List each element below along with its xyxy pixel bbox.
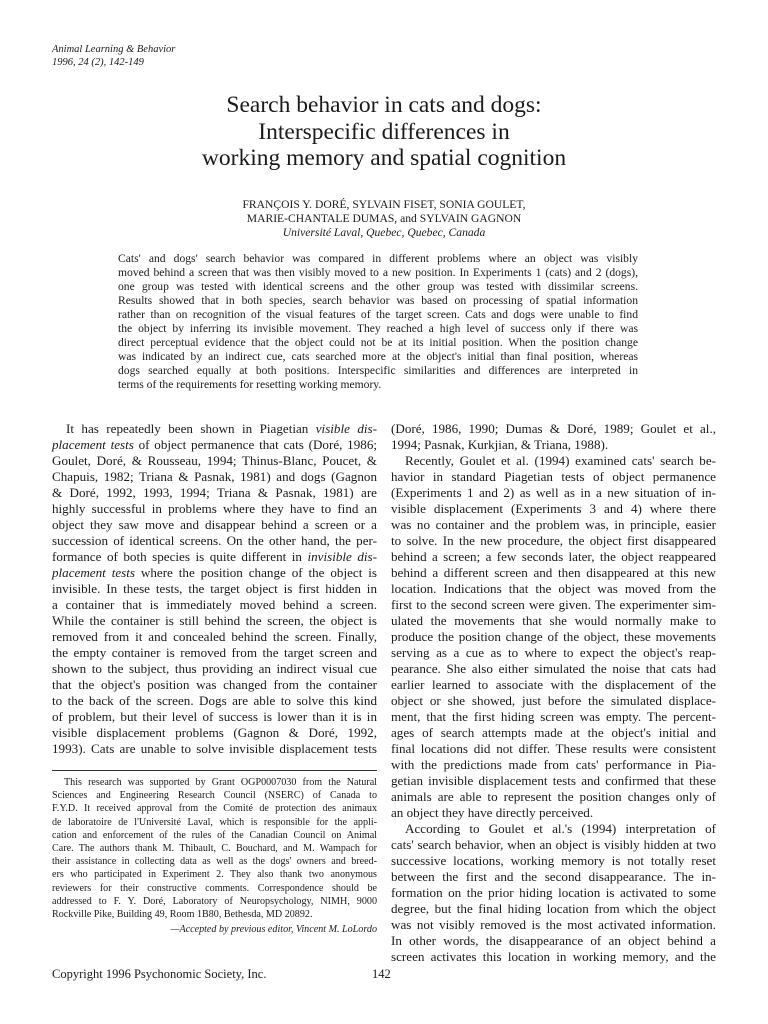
body-line: location. Indications that the object was moved from the — [391, 581, 716, 596]
journal-citation: 1996, 24 (2), 142-149 — [52, 57, 144, 68]
copyright: Copyright 1996 Psychonomic Society, Inc. — [52, 967, 267, 981]
body-line: ulated the movements that she would normally make to — [391, 613, 716, 628]
footnote-line: Sciences and Engineering Research Council (NSERC) of Canada to — [52, 790, 377, 802]
abstract-line: dogs searched equally at both positions. Interspecific similarities and differences are interpreted in — [118, 364, 638, 377]
body-line: havior in standard Piagetian tests of object permanence — [391, 469, 716, 484]
body-line: degree, but the final hiding location from which the object — [391, 901, 716, 916]
author-line: FRANÇOIS Y. DORÉ, SYLVAIN FISET, SONIA GOULET, — [242, 198, 526, 211]
abstract-line: moved behind a screen that was then visibly moved to a new position. In Experiments 1 (cats) and 2 (dogs), — [118, 266, 638, 279]
abstract-line: terms of the requirements for resetting working memory. — [118, 378, 382, 391]
body-line: formation on the prior hiding location is activated to some — [391, 885, 716, 900]
body-line: object or she showed, just before the simulated displace- — [391, 693, 716, 708]
footnote-line: addressed to F. Y. Doré, Laboratory of Neuropsychology, NIMH, 9000 — [52, 895, 377, 907]
footnote-line: reviewers for their constructive comments. Correspondence should be — [52, 882, 377, 894]
abstract-line: the object by inferring its invisible movement. They reached a high level of success only if there was — [118, 322, 638, 335]
body-line: final locations did not differ. These results were consistent — [391, 741, 716, 756]
footnote-line: This research was supported by Grant OGP0007030 from the Natural — [64, 777, 377, 788]
body-line: removed from it and concealed behind the screen. Finally, — [52, 629, 377, 644]
body-line: 1994; Pasnak, Kurkjian, & Triana, 1988). — [391, 437, 609, 452]
abstract-line: Results showed that in both species, search behavior was based on processing of spatial information — [118, 294, 638, 307]
page-number: 142 — [372, 967, 391, 981]
footnote-line: Care. The authors thank M. Thibault, C. Bouchard, and M. Wampach for — [52, 843, 377, 855]
body-line: shown to the subject, thus providing an indirect visual cue — [52, 661, 377, 676]
body-line: Chapuis, 1982; Triana & Pasnak, 1981) and dogs (Gagnon — [52, 469, 377, 484]
body-line: visible displacement problems (Gagnon & Doré, 1992, — [52, 725, 377, 740]
body-line: placement tests of object permanence that cats (Doré, 1986; — [52, 437, 378, 452]
body-line: While the container is still behind the screen, the object is — [52, 613, 377, 628]
body-line: & Doré, 1992, 1993, 1994; Triana & Pasnak, 1981) are — [52, 485, 377, 500]
footnote-line: cation and enforcement of the rules of the Canadian Council on Animal — [52, 829, 377, 841]
abstract — [118, 252, 638, 392]
body-line: animals are able to represent the position changes only of — [391, 789, 716, 804]
body-line: pearance. She also either simulated the noise that cats had — [391, 661, 716, 676]
body-line: to solve. In the new procedure, the object first disappeared — [391, 533, 716, 548]
author-block — [0, 198, 768, 240]
body-line: formance of both species is quite different in invisible dis- — [52, 549, 378, 564]
body-line: behind a screen; a few seconds later, the object reappeared — [391, 549, 716, 564]
body-line: (Experiments 1 and 2) as well as in a new situation of in- — [391, 485, 716, 500]
body-line: with the predictions made from cats' performance in Pia- — [391, 757, 716, 772]
abstract-line: was indicated by an indirect cue, cats searched more at the object's initial than final position, whereas — [118, 350, 638, 363]
body-line: a container that is immediately moved behind a screen. — [52, 597, 377, 612]
body-line: to the back of the screen. Dogs are able to solve this kind — [52, 693, 377, 708]
body-line: was not visibly removed is the most activated information. — [391, 917, 716, 932]
body-line: first to the second screen were given. The experimenter sim- — [391, 597, 716, 612]
abstract-line: one group was tested with identical screens and the other group was tested with dissimilar screens. — [118, 280, 638, 293]
journal-name: Animal Learning & Behavior — [52, 44, 176, 55]
body-line: serving as a cue as to where to expect the object's reap- — [391, 645, 716, 660]
body-line: getian invisible displacement tests and confirmed that these — [391, 773, 716, 788]
article-title — [0, 92, 768, 172]
body-line: behind a different screen and then disappeared at this new — [391, 565, 716, 580]
body-line: According to Goulet et al.'s (1994) interpretation of — [405, 821, 716, 836]
accepted-note: —Accepted by previous editor, Vincent M. LoLordo — [170, 924, 377, 935]
body-line: cats' search behavior, when an object is visibly hidden at two — [391, 837, 716, 852]
body-line: Recently, Goulet et al. (1994) examined cats' search be- — [405, 453, 716, 468]
body-column-left — [52, 421, 377, 757]
abstract-line: Cats' and dogs' search behavior was compared in different problems where an object was visibly — [118, 252, 638, 265]
footnote-line: Rockville Pike, Building 49, Room 1B80, Bethesda, MD 20892. — [52, 909, 313, 921]
body-line: between the first and the second disappearance. The in- — [391, 869, 716, 884]
abstract-line: direct perceptual evidence that the object could not be at its initial position. When the position change — [118, 336, 638, 349]
author-line: MARIE-CHANTALE DUMAS, and SYLVAIN GAGNON — [246, 212, 522, 225]
body-line: produce the position change of the object, these movements — [391, 629, 716, 644]
body-line: It has repeatedly been shown in Piagetian visible dis- — [66, 421, 377, 436]
footnote-line: ers who participated in Experiment 2. They also thank two anonymous — [52, 869, 377, 881]
body-line: 1993). Cats are unable to solve invisible displacement tests — [52, 741, 377, 756]
title-line: Interspecific differences in — [258, 118, 510, 145]
body-line: object they saw move and disappear behind a screen or a — [52, 517, 377, 532]
body-line: an object they have directly perceived. — [391, 805, 594, 820]
body-line: ment, that the first hiding screen was empty. The percent- — [391, 709, 716, 724]
body-line: highly successful in problems where they have to find an — [52, 501, 377, 516]
body-line: succession of identical screens. On the other hand, the per- — [52, 533, 377, 548]
title-line: Search behavior in cats and dogs: — [226, 92, 542, 118]
body-line: earlier learned to associate with the displacement of the — [391, 677, 716, 692]
body-line: Goulet, Doré, & Rousseau, 1994; Thinus-Blanc, Poucet, & — [52, 453, 377, 468]
footnote — [52, 776, 377, 921]
affiliation: Université Laval, Quebec, Quebec, Canada — [282, 226, 486, 239]
body-line: visible displacement (Experiments 3 and 4) where there — [391, 501, 716, 516]
body-line: ages of search attempts made at the object's initial and — [391, 725, 716, 740]
body-line: successive locations, working memory is not totally reset — [391, 853, 716, 868]
abstract-line: rather than on recognition of the visual features of the target screen. Cats and dogs were unable to find — [118, 308, 638, 321]
footnote-line: de laboratoire de l'Université Laval, which is responsible for the appli- — [52, 816, 377, 828]
footnote-line: F.Y.D. It received approval from the Comité de protection des animaux — [52, 803, 377, 815]
footnote-line: their assistance in collecting data as well as the dogs' owners and breed- — [52, 856, 377, 868]
body-column-right — [391, 421, 716, 965]
body-line: screen activates this location in working memory, and the — [391, 949, 716, 964]
body-line: was no container and the problem was, in principle, easier — [391, 517, 716, 532]
body-line: invisible. In these tests, the target object is first hidden in — [52, 581, 377, 596]
body-line: placement tests where the position change of the object is — [52, 565, 378, 580]
body-line: (Doré, 1986, 1990; Dumas & Doré, 1989; Goulet et al., — [391, 421, 716, 436]
footnote-divider — [52, 770, 377, 771]
title-line: working memory and spatial cognition — [201, 145, 567, 171]
body-line: of problem, but their level of success is lower than it is in — [52, 709, 377, 724]
body-line: that the object's position was changed from the container — [52, 677, 377, 692]
body-line: In other words, the disappearance of an object behind a — [391, 933, 716, 948]
body-line: the empty container is removed from the target screen and — [52, 645, 377, 660]
journal-header — [52, 43, 175, 69]
